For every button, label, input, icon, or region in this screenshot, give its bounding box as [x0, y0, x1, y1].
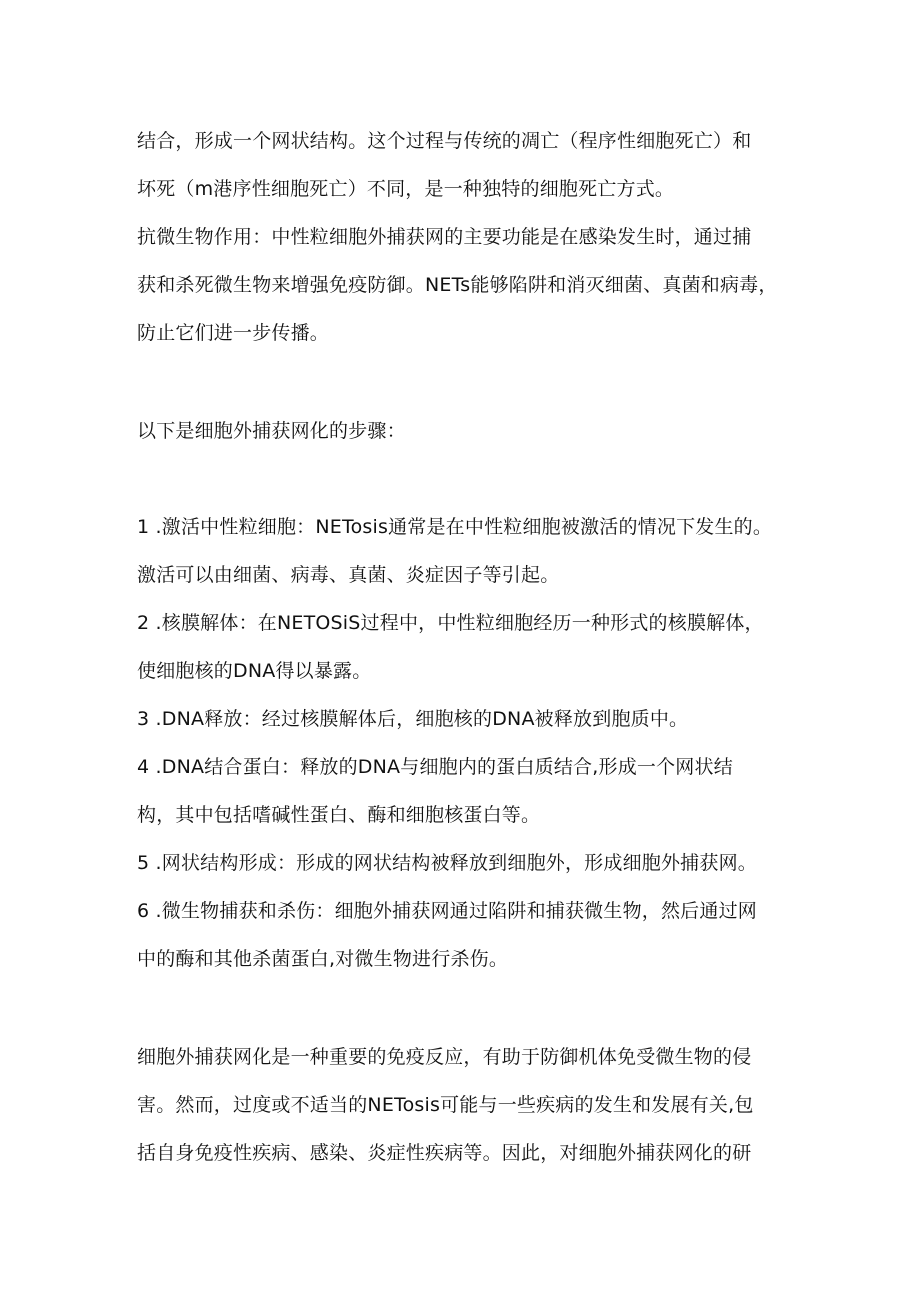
step-1-line-2: 激活可以由细菌、病毒、真菌、炎症因子等引起。: [137, 564, 560, 586]
antimicrobial-line-1: 抗微生物作用：中性粒细胞外捕获网的主要功能是在感染发生时，通过捕: [137, 226, 752, 248]
step-6-line-1: 6 .微生物捕获和杀伤：细胞外捕获网通过陷阱和捕获微生物，然后通过网: [137, 900, 757, 922]
step-3-line-1: 3 .DNA释放：经过核膜解体后，细胞核的DNA被释放到胞质中。: [137, 708, 689, 730]
step-4-line-1: 4 .DNA结合蛋白：释放的DNA与细胞内的蛋白质结合,形成一个网状结: [137, 756, 733, 778]
step-5-line-1: 5 .网状结构形成：形成的网状结构被释放到细胞外，形成细胞外捕获网。: [137, 852, 757, 874]
step-1-line-1: 1 .激活中性粒细胞：NETosis通常是在中性粒细胞被激活的情况下发生的。: [137, 516, 773, 538]
step-2-line-1: 2 .核膜解体：在NETOSiS过程中，中性粒细胞经历一种形式的核膜解体，: [137, 612, 764, 634]
step-6-line-2: 中的酶和其他杀菌蛋白,对微生物进行杀伤。: [137, 948, 509, 970]
conclusion-line-2: 害。然而，过度或不适当的NETosis可能与一些疾病的发生和发展有关,包: [137, 1094, 754, 1116]
step-2-line-2: 使细胞核的DNA得以暴露。: [137, 660, 372, 682]
antimicrobial-line-2: 获和杀死微生物来增强免疫防御。NETs能够陷阱和消灭细菌、真菌和病毒，: [137, 274, 778, 296]
intro-line-1: 结合，形成一个网状结构。这个过程与传统的凋亡（程序性细胞死亡）和: [137, 130, 752, 152]
conclusion-line-1: 细胞外捕获网化是一种重要的免疫反应，有助于防御机体免受微生物的侵: [137, 1046, 752, 1068]
steps-heading: 以下是细胞外捕获网化的步骤：: [137, 420, 406, 442]
conclusion-line-3: 括自身免疫性疾病、感染、炎症性疾病等。因此，对细胞外捕获网化的研: [137, 1142, 752, 1164]
antimicrobial-line-3: 防止它们进一步传播。: [137, 322, 330, 344]
step-4-line-2: 构，其中包括嗜碱性蛋白、酶和细胞核蛋白等。: [137, 804, 541, 826]
intro-line-2: 坏死（m港序性细胞死亡）不同，是一种独特的细胞死亡方式。: [137, 178, 675, 200]
